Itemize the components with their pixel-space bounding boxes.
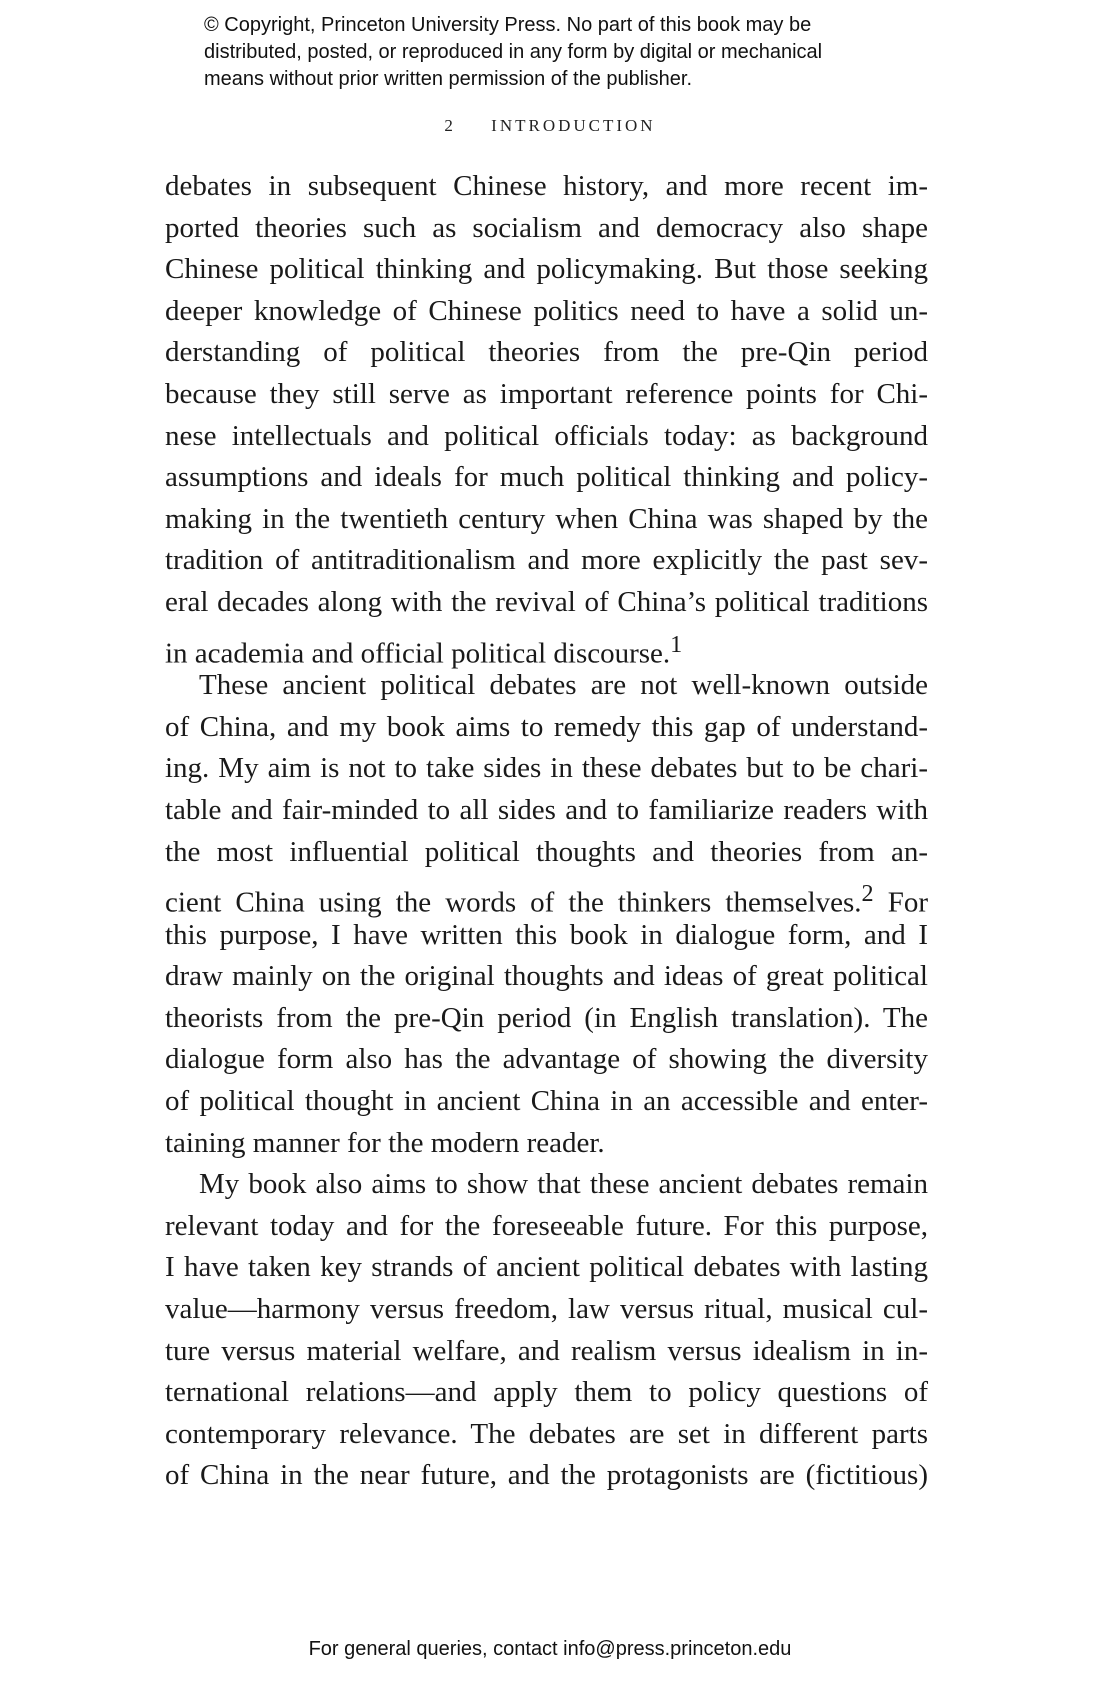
- text-line: taining manner for the modern reader.: [165, 1126, 605, 1159]
- text-line: debates in subsequent Chinese history, and more recent im-: [165, 170, 928, 202]
- text-line: derstanding of political theories from the pre-Qin period: [165, 336, 928, 369]
- running-head-title: INTRODUCTION: [491, 116, 656, 135]
- running-head: [0, 116, 1100, 136]
- text-line-content: in academia and official political discourse.: [165, 637, 671, 670]
- text-line: nese intellectuals and political officials today: as background: [165, 419, 928, 452]
- text-line: My book also aims to show that these ancient debates remain: [199, 1168, 928, 1201]
- text-line: ternational relations—and apply them to policy questions of: [165, 1376, 928, 1409]
- text-line: I have taken key strands of ancient political debates with lasting: [165, 1251, 928, 1284]
- text-line: ture versus material welfare, and realism versus idealism in in-: [165, 1334, 928, 1367]
- text-line: ing. My aim is not to take sides in these debates but to be chari-: [165, 752, 928, 785]
- text-line: tradition of antitraditionalism and more explicitly the past sev-: [165, 544, 928, 577]
- text-line: dialogue form also has the advantage of showing the diversity: [165, 1043, 928, 1076]
- body-text: [165, 166, 928, 1497]
- text-line: draw mainly on the original thoughts and ideas of great political: [165, 960, 928, 993]
- footnote-ref[interactable]: 2: [861, 880, 874, 908]
- text-line: of political thought in ancient China in an accessible and enter-: [165, 1085, 928, 1118]
- text-line: eral decades along with the revival of China’s political traditions: [165, 585, 928, 618]
- text-line: this purpose, I have written this book in dialogue form, and I: [165, 918, 928, 951]
- text-line: These ancient political debates are not well-known outside: [199, 669, 928, 702]
- text-line-content: cient China using the words of the thinkers themselves.: [165, 886, 862, 919]
- text-line: table and fair-minded to all sides and to familiarize readers with: [165, 793, 928, 826]
- text-line: relevant today and for the foreseeable future. For this purpose,: [165, 1209, 928, 1242]
- copyright-line: © Copyright, Princeton University Press. No part of this book may be: [204, 14, 812, 36]
- footer-contact: For general queries, contact info@press.princeton.edu: [308, 1638, 792, 1660]
- text-line: the most influential political thoughts and theories from an-: [165, 835, 928, 868]
- text-line: of China in the near future, and the protagonists are (fictitious): [165, 1459, 928, 1492]
- text-line: theorists from the pre-Qin period (in English translation). The: [165, 1001, 928, 1034]
- text-line: contemporary relevance. The debates are set in different parts: [165, 1417, 928, 1450]
- text-line: because they still serve as important reference points for Chi-: [165, 377, 928, 410]
- text-line: ported theories such as socialism and democracy also shape: [165, 211, 928, 244]
- text-line: [165, 624, 928, 670]
- footnote-ref[interactable]: 1: [670, 630, 683, 658]
- text-line: deeper knowledge of Chinese politics need to have a solid un-: [165, 294, 928, 327]
- text-line: making in the twentieth century when China was shaped by the: [165, 502, 928, 535]
- page-number: 2: [444, 116, 456, 135]
- text-line: assumptions and ideals for much political thinking and policy-: [165, 461, 928, 494]
- text-line-tail: For: [873, 886, 928, 919]
- copyright-notice: [204, 12, 964, 93]
- text-line: value—harmony versus freedom, law versus ritual, musical cul-: [165, 1293, 928, 1326]
- text-line: [165, 873, 928, 919]
- text-line: Chinese political thinking and policymaking. But those seeking: [165, 253, 928, 286]
- copyright-line: means without prior written permission of the publisher.: [204, 68, 693, 90]
- text-line: of China, and my book aims to remedy this gap of understand-: [165, 710, 928, 743]
- copyright-line: distributed, posted, or reproduced in any form by digital or mechanical: [204, 41, 823, 63]
